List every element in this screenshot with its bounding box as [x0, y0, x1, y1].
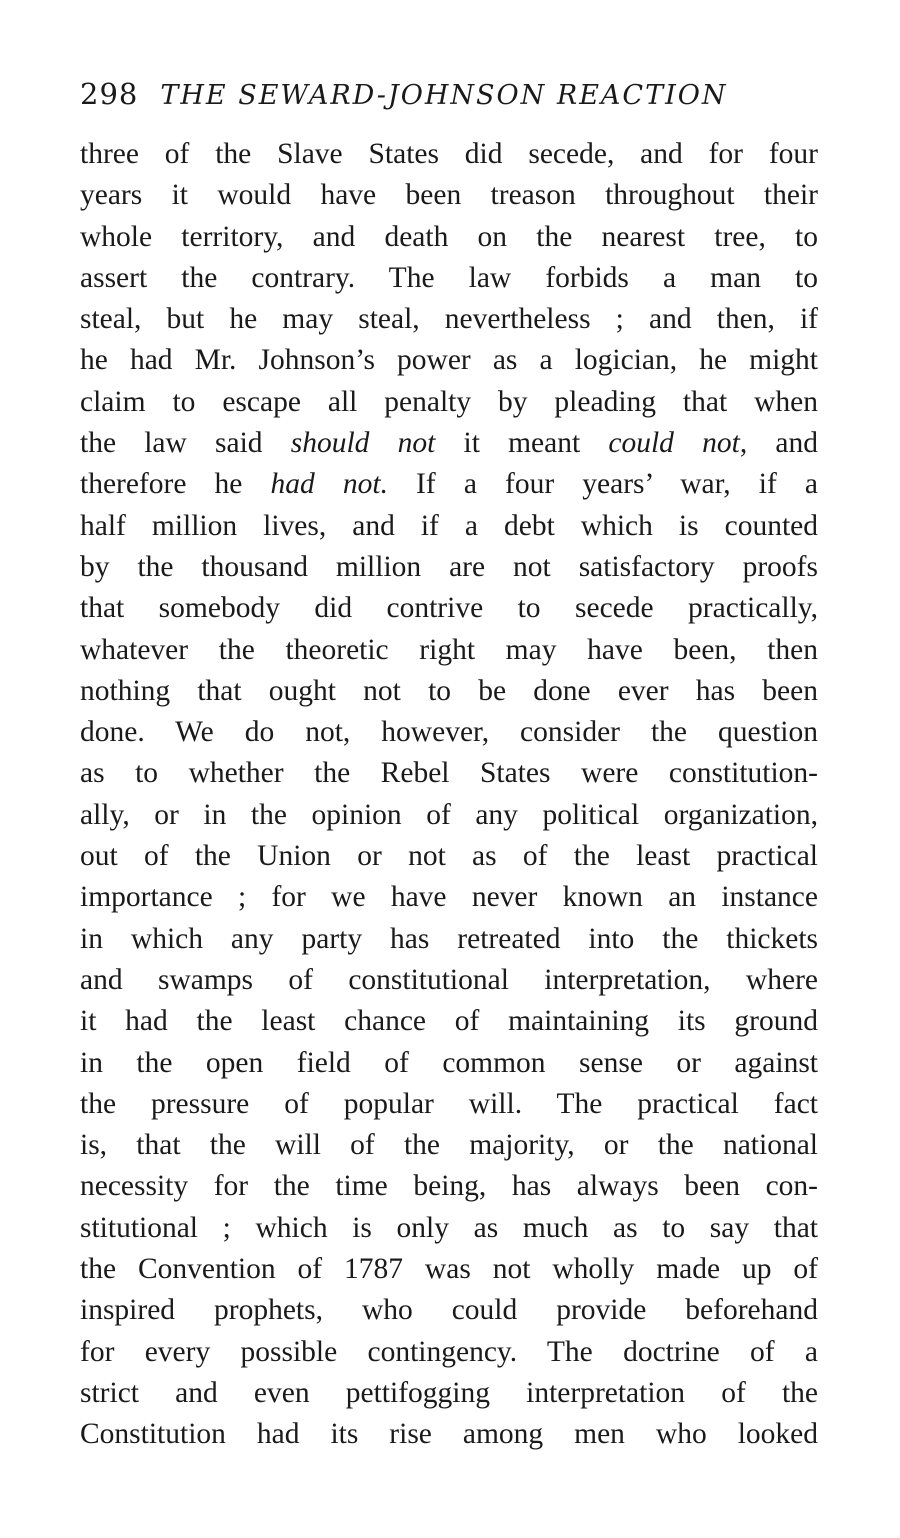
- text-line: in which any party has retreated into the thickets: [80, 922, 818, 955]
- text-line: by the thousand million are not satisfactory proofs: [80, 550, 818, 583]
- text-line: ally, or in the opinion of any political organization,: [80, 798, 818, 831]
- text-line: steal, but he may steal, nevertheless ; and then, if: [80, 303, 818, 336]
- running-head: [80, 72, 820, 116]
- body-text: [80, 134, 818, 1456]
- italic-phrase: could not: [608, 427, 740, 460]
- running-title: THE SEWARD-JOHNSON REACTION: [160, 80, 728, 111]
- text-line: and swamps of constitutional interpretation, where: [80, 963, 818, 996]
- text-line: out of the Union or not as of the least practical: [80, 840, 818, 873]
- text-line: that somebody did contrive to secede practically,: [80, 592, 818, 625]
- page-number: 298: [80, 77, 139, 111]
- text-line: years it would have been treason throughout their: [80, 179, 818, 212]
- text-line: half million lives, and if a debt which is counted: [80, 509, 818, 542]
- text-line: the Convention of 1787 was not wholly made up of: [80, 1253, 818, 1286]
- text-line: for every possible contingency. The doctrine of a: [80, 1335, 818, 1368]
- text-line: claim to escape all penalty by pleading that when: [80, 385, 818, 418]
- text-line: stitutional ; which is only as much as to say that: [80, 1211, 818, 1244]
- text-line: assert the contrary. The law forbids a man to: [80, 261, 818, 294]
- text-line: he had Mr. Johnson’s power as a logician, he might: [80, 344, 818, 377]
- text-line-with-italics: therefore he had not. If a four years’ war, if a: [80, 468, 818, 501]
- text-line: Constitution had its rise among men who looked: [80, 1418, 818, 1451]
- italic-phrase: had not.: [270, 468, 388, 501]
- text-line-with-italics: the law said should not it meant could not, and: [80, 427, 818, 460]
- text-line: three of the Slave States did secede, and for four: [80, 138, 818, 170]
- text-line: importance ; for we have never known an instance: [80, 881, 818, 914]
- text-line: it had the least chance of maintaining its ground: [80, 1005, 818, 1038]
- text-line: whole territory, and death on the nearest tree, to: [80, 220, 818, 253]
- text-line: whatever the theoretic right may have been, then: [80, 633, 818, 666]
- text-line: inspired prophets, who could provide beforehand: [80, 1294, 818, 1327]
- text-line: strict and even pettifogging interpretation of the: [80, 1376, 818, 1409]
- italic-phrase: should not: [290, 427, 436, 460]
- text-line: the pressure of popular will. The practical fact: [80, 1087, 818, 1120]
- text-line: necessity for the time being, has always been con-: [80, 1170, 818, 1203]
- text-line: nothing that ought not to be done ever has been: [80, 674, 818, 707]
- text-line: is, that the will of the majority, or the national: [80, 1129, 818, 1162]
- text-line: as to whether the Rebel States were constitution-: [80, 757, 818, 790]
- text-line: in the open field of common sense or against: [80, 1046, 818, 1079]
- text-line: done. We do not, however, consider the question: [80, 716, 818, 749]
